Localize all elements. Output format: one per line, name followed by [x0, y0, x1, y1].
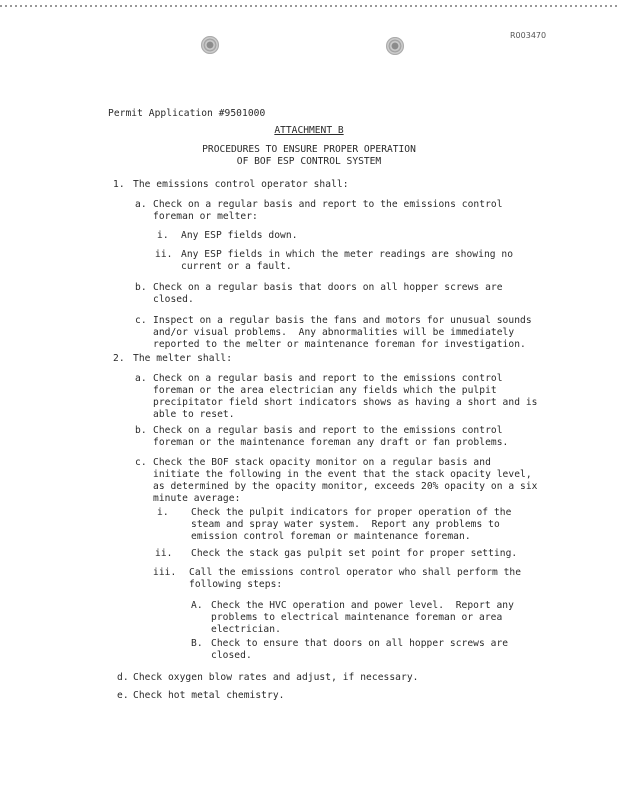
- item-1c-line: reported to the melter or maintenance foreman for investigation.: [153, 339, 526, 350]
- item-2c-i-line: emission control foreman or maintenance foreman.: [191, 531, 471, 542]
- item-2c-iii-A-line: Check the HVC operation and power level. Report any: [211, 600, 514, 611]
- item-2c-label: c.: [135, 457, 147, 468]
- item-2b-line: foreman or the maintenance foreman any draft or fan problems.: [153, 437, 509, 448]
- item-2d-line: Check oxygen blow rates and adjust, if necessary.: [133, 672, 419, 683]
- section-1-intro: The emissions control operator shall:: [133, 179, 349, 190]
- section-1-number: 1.: [113, 179, 125, 190]
- punch-hole-right: [386, 37, 404, 55]
- item-2c-iii-B-line: closed.: [211, 650, 252, 661]
- section-2-number: 2.: [113, 353, 125, 364]
- item-2c-i-label: i.: [157, 507, 169, 518]
- item-2c-ii-line: Check the stack gas pulpit set point for proper setting.: [191, 548, 518, 559]
- item-2c-ii-label: ii.: [155, 548, 173, 559]
- item-1c-label: c.: [135, 315, 147, 326]
- item-2a-line: foreman or the area electrician any fields which the pulpit: [153, 385, 497, 396]
- item-2e-label: e.: [117, 690, 129, 701]
- item-1a-ii-label: ii.: [155, 249, 173, 260]
- item-2a-line: precipitator field short indicators shows as having a short and is: [153, 397, 538, 408]
- permit-application-line: Permit Application #9501000: [108, 108, 266, 119]
- item-1c-line: and/or visual problems. Any abnormalities will be immediately: [153, 327, 515, 338]
- item-1a-ii-line: Any ESP fields in which the meter readings are showing no: [181, 249, 514, 260]
- punch-hole-left: [201, 36, 219, 54]
- item-2c-iii-B-label: B.: [191, 638, 203, 649]
- item-2c-line: Check the BOF stack opacity monitor on a regular basis and: [153, 457, 491, 468]
- item-1a-i-line: Any ESP fields down.: [181, 230, 298, 241]
- item-1a-line: foreman or melter:: [153, 211, 258, 222]
- item-1c-line: Inspect on a regular basis the fans and motors for unusual sounds: [153, 315, 532, 326]
- item-2d-label: d.: [117, 672, 129, 683]
- item-1b-line: Check on a regular basis that doors on all hopper screws are: [153, 282, 503, 293]
- item-2a-line: Check on a regular basis and report to the emissions control: [153, 373, 503, 384]
- item-2c-i-line: steam and spray water system. Report any problems to: [191, 519, 500, 530]
- section-2-intro: The melter shall:: [133, 353, 233, 364]
- item-2c-iii-line: following steps:: [189, 579, 283, 590]
- item-2e-line: Check hot metal chemistry.: [133, 690, 285, 701]
- item-2a-line: able to reset.: [153, 409, 235, 420]
- item-1a-ii-line: current or a fault.: [181, 261, 292, 272]
- item-1b-line: closed.: [153, 294, 194, 305]
- item-1a-line: Check on a regular basis and report to the emissions control: [153, 199, 503, 210]
- item-2c-line: as determined by the opacity monitor, exceeds 20% opacity on a six: [153, 481, 538, 492]
- scan-edge-artifact: [0, 5, 618, 7]
- heading-line-1: PROCEDURES TO ENSURE PROPER OPERATION: [202, 144, 416, 155]
- item-1a-label: a.: [135, 199, 147, 210]
- item-2b-line: Check on a regular basis and report to the emissions control: [153, 425, 503, 436]
- heading-line-2: OF BOF ESP CONTROL SYSTEM: [236, 156, 382, 167]
- item-2c-iii-A-line: electrician.: [211, 624, 281, 635]
- item-2c-i-line: Check the pulpit indicators for proper operation of the: [191, 507, 512, 518]
- item-1b-label: b.: [135, 282, 147, 293]
- document-number: R003470: [510, 31, 547, 40]
- item-2b-label: b.: [135, 425, 147, 436]
- item-2c-iii-B-line: Check to ensure that doors on all hopper screws are: [211, 638, 509, 649]
- attachment-title: ATTACHMENT B: [274, 125, 344, 136]
- item-1a-i-label: i.: [157, 230, 169, 241]
- item-2c-line: initiate the following in the event that the stack opacity level,: [153, 469, 532, 480]
- item-2c-iii-A-label: A.: [191, 600, 203, 611]
- item-2c-iii-A-line: problems to electrical maintenance foreman or area: [211, 612, 503, 623]
- item-2a-label: a.: [135, 373, 147, 384]
- item-2c-line: minute average:: [153, 493, 241, 504]
- item-2c-iii-line: Call the emissions control operator who shall perform the: [189, 567, 522, 578]
- item-2c-iii-label: iii.: [153, 567, 177, 578]
